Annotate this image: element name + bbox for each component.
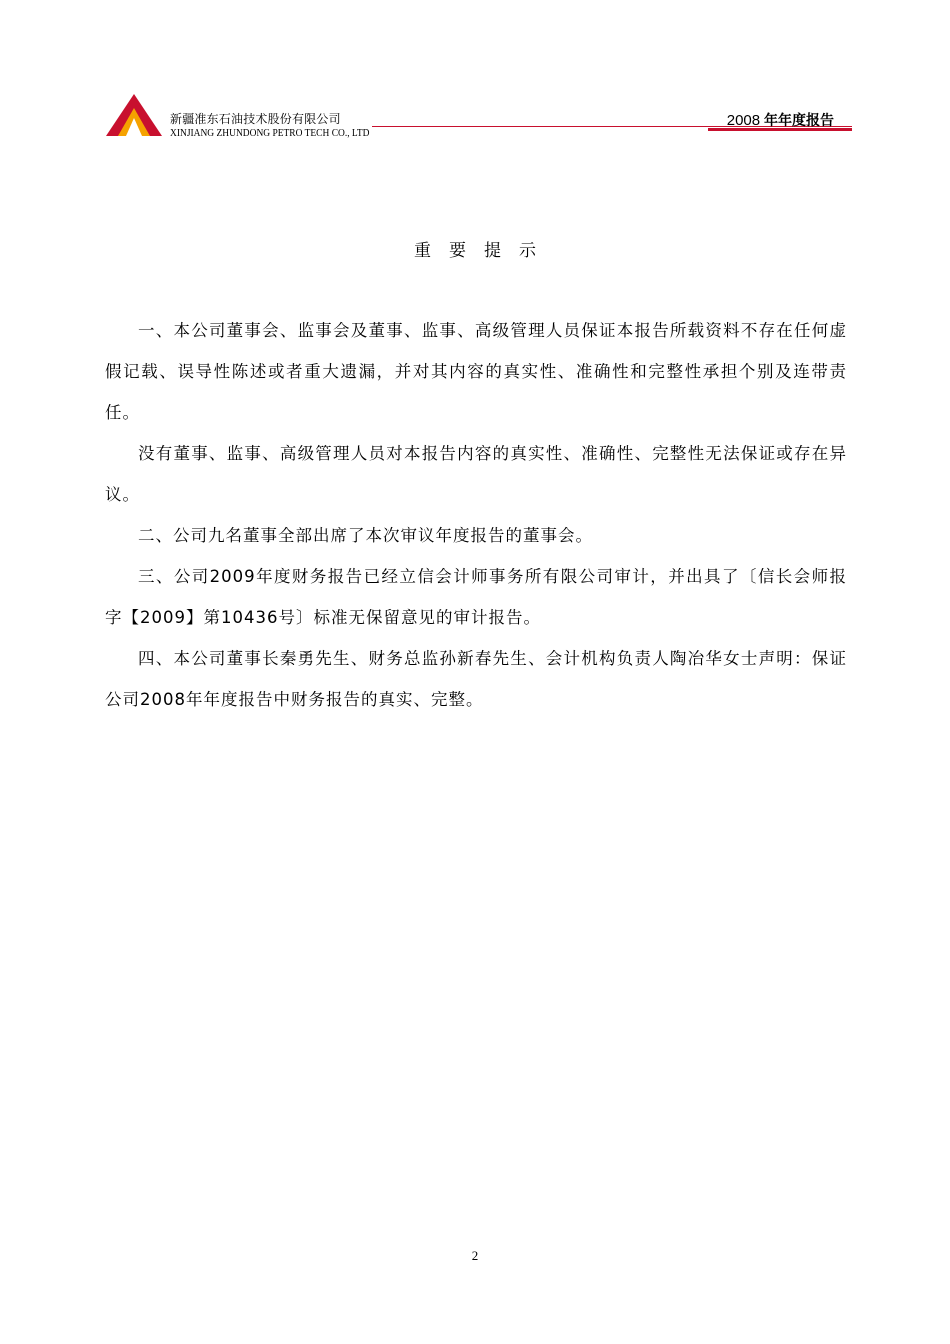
page-number: 2 — [471, 1248, 479, 1263]
company-name-en: XINJIANG ZHUNDONG PETRO TECH CO., LTD — [170, 127, 370, 139]
page-header — [100, 88, 852, 144]
paragraph: 二、公司九名董事全部出席了本次审议年度报告的董事会。 — [138, 526, 593, 545]
report-label — [727, 110, 834, 130]
report-year: 2008 — [726, 112, 761, 129]
document-body — [105, 310, 847, 720]
paragraph: 没有董事、监事、高级管理人员对本报告内容的真实性、准确性、完整性无法保证或存在异议。 — [105, 444, 847, 504]
paragraph: 三、公司2009年度财务报告已经立信会计师事务所有限公司审计，并出具了〔信长会师报字【2009】第10436号〕标准无保留意见的审计报告。 — [105, 567, 847, 627]
company-name-cn: 新疆准东石油技术股份有限公司 — [170, 112, 341, 126]
paragraph: 一、本公司董事会、监事会及董事、监事、高级管理人员保证本报告所载资料不存在任何虚假记载、误导性陈述或者重大遗漏，并对其内容的真实性、准确性和完整性承担个别及连带责任。 — [105, 321, 847, 422]
company-logo-icon — [104, 92, 164, 138]
page-title: 重要提示 — [414, 241, 554, 261]
paragraph: 四、本公司董事长秦勇先生、财务总监孙新春先生、会计机构负责人陶冶华女士声明：保证公司2008年年度报告中财务报告的真实、完整。 — [105, 649, 847, 709]
report-type: 年年度报告 — [760, 112, 834, 128]
